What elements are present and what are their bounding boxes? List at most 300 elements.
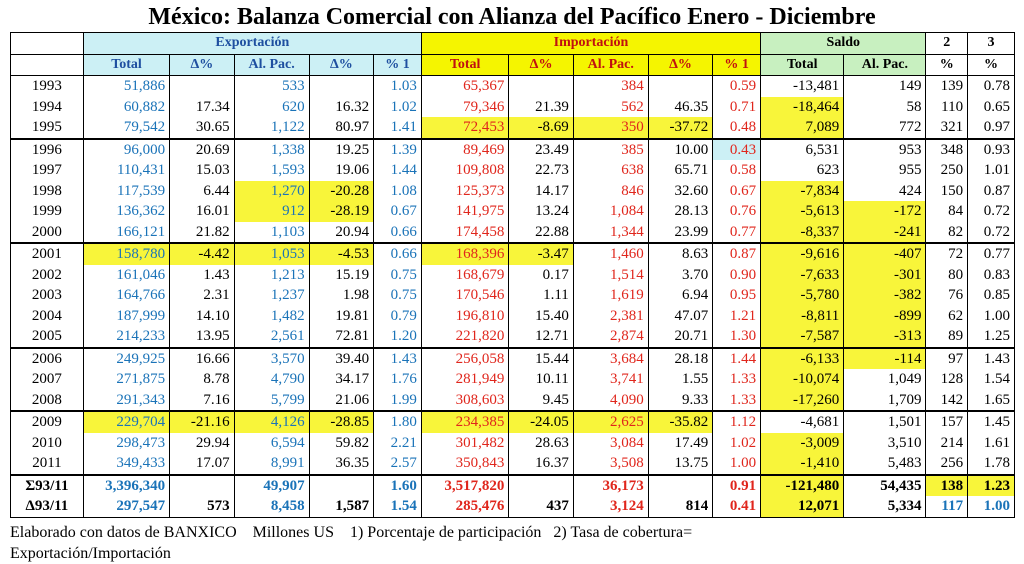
table-cell: 12.71: [509, 326, 574, 348]
table-cell: 1,344: [573, 222, 648, 244]
table-cell: -7,633: [761, 265, 844, 286]
header-col3: 3: [968, 33, 1015, 55]
table-cell: 2,625: [573, 411, 648, 433]
header-saldo: Saldo: [761, 33, 926, 55]
table-cell: 21.06: [309, 390, 374, 412]
table-cell: 28.18: [648, 348, 713, 370]
table-cell: 1.20: [374, 326, 422, 348]
table-cell: -7,587: [761, 326, 844, 348]
table-cell: -8,337: [761, 222, 844, 244]
table-cell: 1,460: [573, 243, 648, 265]
table-cell: 0.66: [374, 222, 422, 244]
table-cell: 0.90: [713, 265, 761, 286]
table-cell: 6.44: [170, 181, 235, 202]
subheader-cell: Al. Pac.: [573, 54, 648, 76]
table-cell: 0.67: [374, 201, 422, 222]
table-cell: 424: [844, 181, 926, 202]
table-cell: 3,508: [573, 453, 648, 475]
table-cell: 138: [926, 475, 968, 497]
table-cell: 1.25: [968, 326, 1015, 348]
table-cell: 28.63: [509, 433, 574, 454]
table-cell: 1.98: [309, 285, 374, 306]
table-cell: 1.80: [374, 411, 422, 433]
table-cell: 5,334: [844, 496, 926, 517]
table-cell: 10.11: [509, 369, 574, 390]
table-row: [11, 390, 1015, 412]
row-year: 2010: [11, 433, 84, 454]
table-cell: -3,009: [761, 433, 844, 454]
table-cell: 0.77: [713, 222, 761, 244]
table-cell: 8,991: [234, 453, 309, 475]
table-row: [11, 139, 1015, 161]
table-cell: 150: [926, 181, 968, 202]
table-cell: 0.77: [968, 243, 1015, 265]
table-cell: 1,709: [844, 390, 926, 412]
table-cell: 34.17: [309, 369, 374, 390]
table-row: [11, 348, 1015, 370]
table-row: [11, 453, 1015, 475]
table-cell: 20.94: [309, 222, 374, 244]
table-cell: 2,381: [573, 306, 648, 327]
table-cell: 1.44: [713, 348, 761, 370]
table-cell: 638: [573, 160, 648, 181]
table-cell: 1.23: [968, 475, 1015, 497]
table-cell: 136,362: [83, 201, 169, 222]
table-cell: 36,173: [573, 475, 648, 497]
table-cell: -114: [844, 348, 926, 370]
table-cell: 14.10: [170, 306, 235, 327]
table-cell: -6,133: [761, 348, 844, 370]
table-cell: 1.61: [968, 433, 1015, 454]
table-cell: -13,481: [761, 76, 844, 97]
table-cell: 46.35: [648, 97, 713, 118]
table-cell: -241: [844, 222, 926, 244]
table-cell: 250: [926, 160, 968, 181]
table-row: [11, 369, 1015, 390]
table-cell: 22.73: [509, 160, 574, 181]
table-cell: 23.99: [648, 222, 713, 244]
row-year: 2000: [11, 222, 84, 244]
table-cell: 82: [926, 222, 968, 244]
table-cell: 13.95: [170, 326, 235, 348]
table-cell: 89: [926, 326, 968, 348]
table-cell: 110,431: [83, 160, 169, 181]
table-cell: 249,925: [83, 348, 169, 370]
table-row: [11, 117, 1015, 139]
table-cell: 1.02: [713, 433, 761, 454]
footer-line-1: Elaborado con datos de BANXICO Millones US 1) Porcentaje de participación 2) Tasa de cobertura=: [10, 523, 693, 541]
table-cell: 1.43: [968, 348, 1015, 370]
table-cell: 20.69: [170, 139, 235, 161]
table-cell: 1.30: [713, 326, 761, 348]
table-cell: 0.91: [713, 475, 761, 497]
row-year: 2006: [11, 348, 84, 370]
table-cell: 297,547: [83, 496, 169, 517]
table-cell: 214,233: [83, 326, 169, 348]
table-cell: 620: [234, 97, 309, 118]
table-cell: 47.07: [648, 306, 713, 327]
table-cell: 168,396: [421, 243, 508, 265]
table-cell: 1.43: [374, 348, 422, 370]
table-cell: 1.39: [374, 139, 422, 161]
table-cell: -121,480: [761, 475, 844, 497]
table-cell: 348: [926, 139, 968, 161]
table-cell: 350: [573, 117, 648, 139]
table-cell: 8.78: [170, 369, 235, 390]
table-cell: 1,237: [234, 285, 309, 306]
table-cell: 16.32: [309, 97, 374, 118]
table-cell: 117: [926, 496, 968, 517]
table-cell: 0.43: [713, 139, 761, 161]
table-cell: 3,084: [573, 433, 648, 454]
table-cell: 8,458: [234, 496, 309, 517]
table-cell: 65,367: [421, 76, 508, 97]
table-cell: 221,820: [421, 326, 508, 348]
table-cell: 21.82: [170, 222, 235, 244]
table-cell: 3.70: [648, 265, 713, 286]
table-row: [11, 160, 1015, 181]
subheader-cell: %: [968, 54, 1015, 76]
table-cell: 1,482: [234, 306, 309, 327]
table-row: [11, 475, 1015, 497]
table-cell: 0.97: [968, 117, 1015, 139]
table-cell: 21.39: [509, 97, 574, 118]
table-cell: 141,975: [421, 201, 508, 222]
table-cell: -899: [844, 306, 926, 327]
table-cell: 79,542: [83, 117, 169, 139]
table-cell: 158,780: [83, 243, 169, 265]
table-cell: 0.87: [713, 243, 761, 265]
row-year: 2007: [11, 369, 84, 390]
table-cell: -37.72: [648, 117, 713, 139]
table-cell: 955: [844, 160, 926, 181]
table-cell: 60,882: [83, 97, 169, 118]
table-cell: 0.79: [374, 306, 422, 327]
table-cell: 385: [573, 139, 648, 161]
table-cell: 5,799: [234, 390, 309, 412]
table-cell: 1.44: [374, 160, 422, 181]
table-cell: 166,121: [83, 222, 169, 244]
subheader-cell: % 1: [713, 54, 761, 76]
subheader-cell: Total: [421, 54, 508, 76]
table-cell: 1.02: [374, 97, 422, 118]
table-cell: 142: [926, 390, 968, 412]
table-cell: 562: [573, 97, 648, 118]
table-cell: [648, 475, 713, 497]
table-cell: -9,616: [761, 243, 844, 265]
table-cell: 285,476: [421, 496, 508, 517]
table-cell: 15.03: [170, 160, 235, 181]
table-cell: 1,103: [234, 222, 309, 244]
table-row: [11, 201, 1015, 222]
table-cell: 28.13: [648, 201, 713, 222]
page-title: México: Balanza Comercial con Alianza del Pacífico Enero - Diciembre: [148, 4, 876, 30]
table-cell: -8,811: [761, 306, 844, 327]
table-cell: 256,058: [421, 348, 508, 370]
table-cell: 19.81: [309, 306, 374, 327]
table-cell: 3,741: [573, 369, 648, 390]
table-cell: 65.71: [648, 160, 713, 181]
table-cell: 13.24: [509, 201, 574, 222]
row-year: 2009: [11, 411, 84, 433]
table-cell: 80.97: [309, 117, 374, 139]
table-cell: 23.49: [509, 139, 574, 161]
table-cell: 1,049: [844, 369, 926, 390]
table-cell: -407: [844, 243, 926, 265]
table-cell: 15.40: [509, 306, 574, 327]
table-cell: 2.57: [374, 453, 422, 475]
table-cell: 0.95: [713, 285, 761, 306]
table-cell: 168,679: [421, 265, 508, 286]
table-cell: 1.00: [713, 453, 761, 475]
table-row: [11, 222, 1015, 244]
subheader-cell: Δ%: [648, 54, 713, 76]
table-cell: 5,483: [844, 453, 926, 475]
table-cell: 1.00: [968, 496, 1015, 517]
table-cell: 89,469: [421, 139, 508, 161]
row-year: Δ93/11: [11, 496, 84, 517]
table-cell: 234,385: [421, 411, 508, 433]
table-cell: 912: [234, 201, 309, 222]
table-cell: 97: [926, 348, 968, 370]
table-cell: 29.94: [170, 433, 235, 454]
table-cell: -17,260: [761, 390, 844, 412]
table-cell: 4,126: [234, 411, 309, 433]
table-cell: 79,346: [421, 97, 508, 118]
table-cell: -35.82: [648, 411, 713, 433]
table-cell: 229,704: [83, 411, 169, 433]
table-cell: -4.53: [309, 243, 374, 265]
table-cell: 1.03: [374, 76, 422, 97]
table-cell: 1.99: [374, 390, 422, 412]
table-cell: 0.76: [713, 201, 761, 222]
table-cell: [509, 76, 574, 97]
subheader-cell: Al. Pac.: [844, 54, 926, 76]
table-cell: [648, 76, 713, 97]
table-cell: 32.60: [648, 181, 713, 202]
table-row: [11, 243, 1015, 265]
table-cell: 22.88: [509, 222, 574, 244]
table-cell: 19.25: [309, 139, 374, 161]
table-cell: [170, 475, 235, 497]
table-cell: 187,999: [83, 306, 169, 327]
table-cell: 16.01: [170, 201, 235, 222]
table-cell: 301,482: [421, 433, 508, 454]
table-cell: 49,907: [234, 475, 309, 497]
sub-header-row: [11, 54, 1015, 76]
table-cell: 846: [573, 181, 648, 202]
table-cell: 3,396,340: [83, 475, 169, 497]
table-cell: -20.28: [309, 181, 374, 202]
table-cell: 1.54: [374, 496, 422, 517]
table-cell: -8.69: [509, 117, 574, 139]
table-cell: 281,949: [421, 369, 508, 390]
table-cell: 109,808: [421, 160, 508, 181]
table-cell: 80: [926, 265, 968, 286]
table-cell: 1,213: [234, 265, 309, 286]
table-cell: 0.93: [968, 139, 1015, 161]
table-cell: 20.71: [648, 326, 713, 348]
table-cell: 772: [844, 117, 926, 139]
row-year: 1999: [11, 201, 84, 222]
table-cell: 1.00: [968, 306, 1015, 327]
table-cell: 1.12: [713, 411, 761, 433]
table-cell: 814: [648, 496, 713, 517]
subheader-cell: Total: [761, 54, 844, 76]
row-year: 1996: [11, 139, 84, 161]
subheader-cell: Δ%: [309, 54, 374, 76]
table-cell: 384: [573, 76, 648, 97]
table-cell: -18,464: [761, 97, 844, 118]
table-cell: 7,089: [761, 117, 844, 139]
table-cell: 15.44: [509, 348, 574, 370]
table-cell: 36.35: [309, 453, 374, 475]
table-cell: -172: [844, 201, 926, 222]
table-cell: 1.41: [374, 117, 422, 139]
table-cell: 0.72: [968, 222, 1015, 244]
table-cell: 51,886: [83, 76, 169, 97]
table-cell: 125,373: [421, 181, 508, 202]
row-year: 2004: [11, 306, 84, 327]
table-cell: [309, 76, 374, 97]
row-year: 1998: [11, 181, 84, 202]
table-cell: 298,473: [83, 433, 169, 454]
table-cell: 1,270: [234, 181, 309, 202]
table-cell: -301: [844, 265, 926, 286]
table-cell: 1.33: [713, 390, 761, 412]
table-cell: 0.78: [968, 76, 1015, 97]
table-cell: 58: [844, 97, 926, 118]
table-cell: 149: [844, 76, 926, 97]
table-cell: 8.63: [648, 243, 713, 265]
table-cell: 1.78: [968, 453, 1015, 475]
table-cell: 96,000: [83, 139, 169, 161]
table-cell: 72: [926, 243, 968, 265]
table-cell: 10.00: [648, 139, 713, 161]
table-cell: -10,074: [761, 369, 844, 390]
table-cell: 1,338: [234, 139, 309, 161]
table-cell: 0.66: [374, 243, 422, 265]
table-cell: 291,343: [83, 390, 169, 412]
table-cell: 72.81: [309, 326, 374, 348]
table-cell: 1,514: [573, 265, 648, 286]
table-cell: 3,684: [573, 348, 648, 370]
table-cell: 437: [509, 496, 574, 517]
table-cell: -7,834: [761, 181, 844, 202]
header-importacion: Importación: [421, 33, 760, 55]
table-cell: 1.55: [648, 369, 713, 390]
table-cell: 7.16: [170, 390, 235, 412]
table-cell: 174,458: [421, 222, 508, 244]
row-year: 2008: [11, 390, 84, 412]
table-cell: 3,124: [573, 496, 648, 517]
row-year: 2005: [11, 326, 84, 348]
table-cell: 2,561: [234, 326, 309, 348]
table-cell: 0.72: [968, 201, 1015, 222]
table-cell: 164,766: [83, 285, 169, 306]
group-header-row: [11, 33, 1015, 55]
table-cell: 117,539: [83, 181, 169, 202]
table-cell: [170, 76, 235, 97]
subheader-cell: % 1: [374, 54, 422, 76]
table-cell: 0.87: [968, 181, 1015, 202]
table-cell: -5,780: [761, 285, 844, 306]
header-exportacion: Exportación: [83, 33, 421, 55]
table-cell: 157: [926, 411, 968, 433]
table-row: [11, 433, 1015, 454]
table-row: [11, 265, 1015, 286]
table-cell: 16.66: [170, 348, 235, 370]
table-cell: 321: [926, 117, 968, 139]
table-cell: 350,843: [421, 453, 508, 475]
table-cell: 1,593: [234, 160, 309, 181]
table-cell: 953: [844, 139, 926, 161]
table-cell: 161,046: [83, 265, 169, 286]
table-cell: 4,090: [573, 390, 648, 412]
table-cell: -4,681: [761, 411, 844, 433]
table-cell: 196,810: [421, 306, 508, 327]
table-cell: 0.48: [713, 117, 761, 139]
table-cell: 84: [926, 201, 968, 222]
table-cell: -5,613: [761, 201, 844, 222]
table-cell: 533: [234, 76, 309, 97]
table-cell: 0.75: [374, 265, 422, 286]
table-cell: 14.17: [509, 181, 574, 202]
table-cell: 54,435: [844, 475, 926, 497]
table-row: [11, 326, 1015, 348]
table-cell: 214: [926, 433, 968, 454]
table-cell: 17.07: [170, 453, 235, 475]
table-cell: 12,071: [761, 496, 844, 517]
table-cell: 6,594: [234, 433, 309, 454]
table-cell: 1.76: [374, 369, 422, 390]
table-cell: 0.59: [713, 76, 761, 97]
header-col2: 2: [926, 33, 968, 55]
table-cell: 3,517,820: [421, 475, 508, 497]
table-cell: 1.60: [374, 475, 422, 497]
table-cell: 17.49: [648, 433, 713, 454]
table-cell: 3,510: [844, 433, 926, 454]
table-cell: 170,546: [421, 285, 508, 306]
table-cell: 2.21: [374, 433, 422, 454]
table-cell: 2,874: [573, 326, 648, 348]
table-cell: -24.05: [509, 411, 574, 433]
table-cell: -28.19: [309, 201, 374, 222]
table-cell: 1.45: [968, 411, 1015, 433]
table-cell: 0.41: [713, 496, 761, 517]
table-cell: -313: [844, 326, 926, 348]
table-cell: 59.82: [309, 433, 374, 454]
table-cell: 1.65: [968, 390, 1015, 412]
table-cell: 9.33: [648, 390, 713, 412]
table-cell: 1.01: [968, 160, 1015, 181]
table-cell: 1.21: [713, 306, 761, 327]
row-year: 1994: [11, 97, 84, 118]
table-cell: 72,453: [421, 117, 508, 139]
table-cell: 1.11: [509, 285, 574, 306]
subheader-cell: Δ%: [170, 54, 235, 76]
table-cell: 0.17: [509, 265, 574, 286]
table-cell: 1,053: [234, 243, 309, 265]
table-cell: 0.67: [713, 181, 761, 202]
footer-note: [10, 522, 910, 564]
table-row: [11, 285, 1015, 306]
table-cell: 6,531: [761, 139, 844, 161]
table-cell: [509, 475, 574, 497]
row-year: 2003: [11, 285, 84, 306]
table-cell: 3,570: [234, 348, 309, 370]
table-cell: -3.47: [509, 243, 574, 265]
